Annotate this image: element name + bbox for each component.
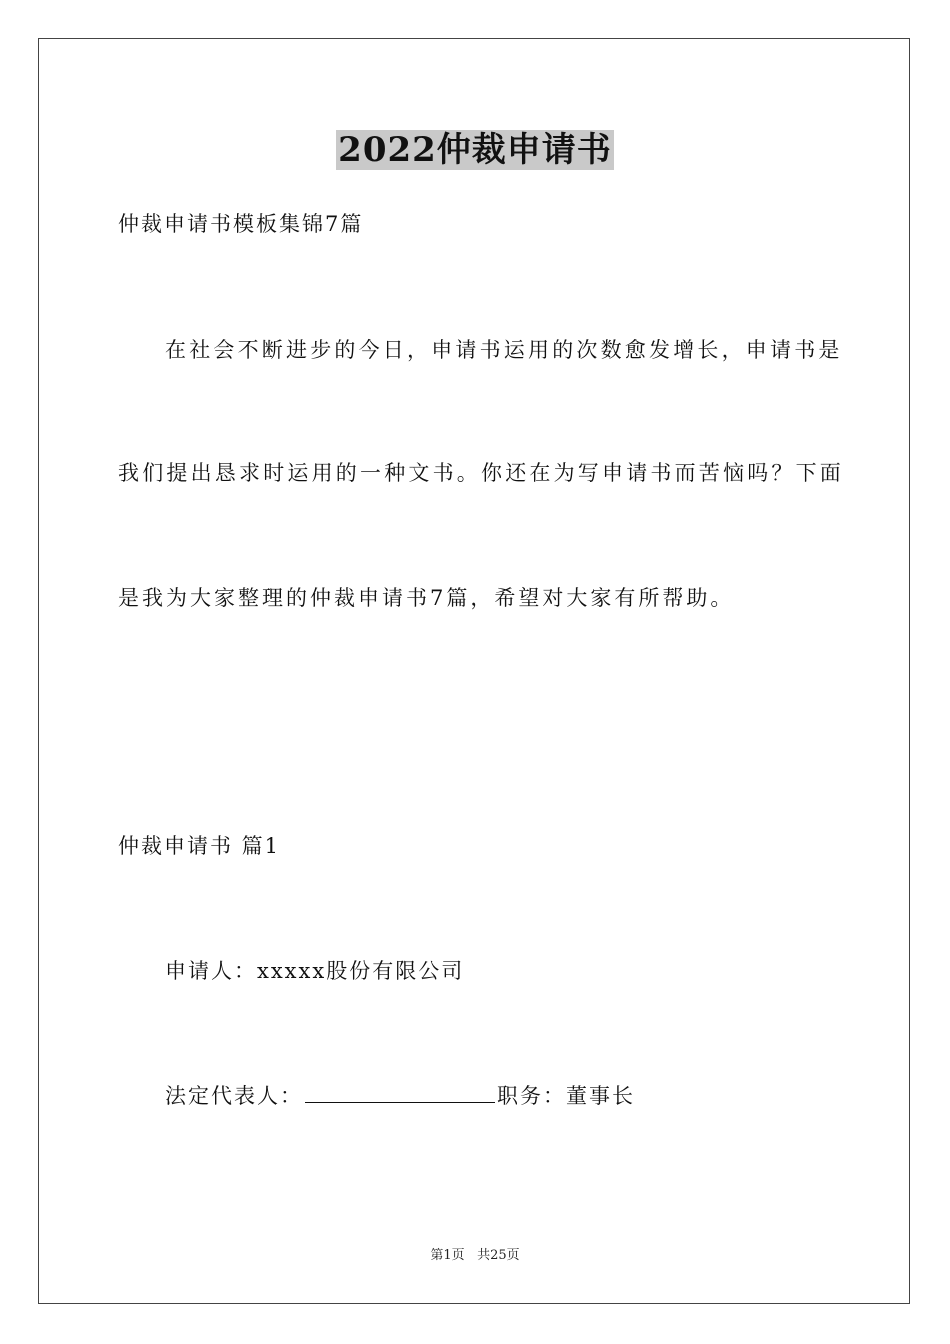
document-subtitle: 仲裁申请书模板集锦7篇 [118, 212, 364, 236]
legal-rep-label: 法定代表人： [165, 1084, 303, 1108]
intro-paragraph-line-2: 我们提出恳求时运用的一种文书。你还在为写申请书而苦恼吗？下面 [118, 461, 844, 485]
intro-paragraph-line-3: 是我为大家整理的仲裁申请书7篇，希望对大家有所帮助。 [118, 586, 735, 610]
position-text: 职务：董事长 [497, 1084, 635, 1108]
legal-rep-blank [305, 1082, 495, 1103]
legal-representative-line [165, 1082, 635, 1110]
page-footer [0, 1247, 950, 1265]
total-pages: 共25页 [477, 1248, 520, 1263]
page-number: 第1页 [430, 1248, 465, 1263]
section-heading: 仲裁申请书 篇1 [118, 834, 281, 858]
applicant-line: 申请人：xxxxx股份有限公司 [165, 959, 465, 983]
title-container [0, 130, 950, 170]
intro-paragraph-line-1: 在社会不断进步的今日，申请书运用的次数愈发增长，申请书是 [165, 338, 843, 362]
document-title: 2022仲裁申请书 [338, 130, 612, 170]
